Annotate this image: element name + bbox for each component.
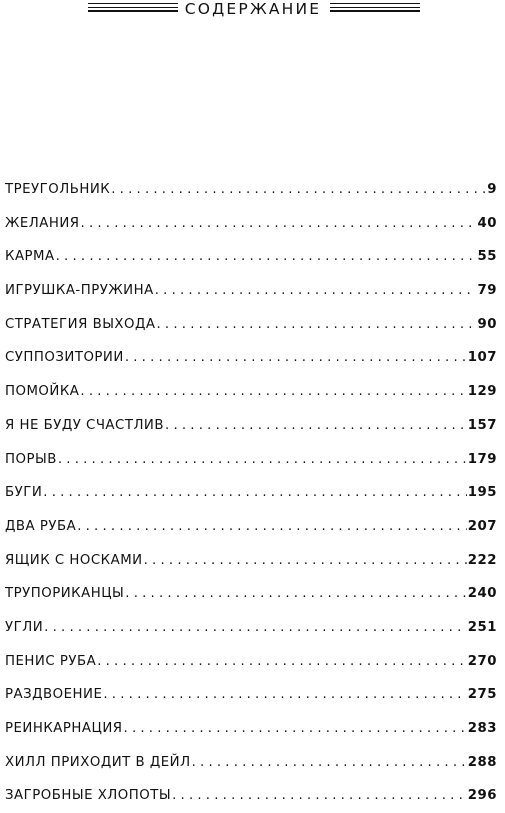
toc-entry-page-number: 9 — [487, 182, 497, 197]
dot-leader — [144, 544, 467, 578]
toc-entry[interactable] — [5, 645, 497, 679]
toc-entry-title: РАЗДВОЕНИЕ — [5, 687, 103, 703]
dot-leader — [80, 375, 466, 409]
toc-entry-title: Я НЕ БУДУ СЧАСТЛИВ — [5, 417, 165, 433]
toc-entry-page-number: 79 — [477, 283, 497, 299]
toc-entry-page-number: 107 — [467, 350, 497, 366]
toc-entry-page-number: 283 — [467, 721, 497, 736]
toc-entry[interactable] — [5, 409, 497, 443]
dot-leader — [125, 341, 467, 375]
toc-entry-title: ТРУПОРИКАНЦЫ — [5, 586, 125, 602]
toc-entry-page-number: 129 — [467, 384, 497, 400]
toc-entry[interactable] — [5, 173, 497, 207]
dot-leader — [58, 443, 467, 477]
toc-entry[interactable] — [5, 308, 497, 342]
toc-entry-title: ПОРЫВ — [5, 451, 57, 467]
dot-leader — [77, 510, 467, 544]
toc-entry[interactable] — [5, 341, 497, 375]
toc-entry-title: БУГИ — [5, 485, 43, 501]
toc-entry-title: ЗАГРОБНЫЕ ХЛОПОТЫ — [5, 788, 172, 804]
toc-entry-page-number: 157 — [467, 417, 497, 433]
toc-entry-page-number: 195 — [467, 485, 497, 501]
toc-entry-page-number: 222 — [467, 552, 497, 568]
page-header — [0, 0, 505, 22]
dot-leader — [81, 207, 477, 241]
toc-entry-title: СУППОЗИТОРИИ — [5, 350, 124, 366]
toc-entry-page-number: 288 — [467, 754, 497, 770]
toc-entry-title: ПЕНИС РУБА — [5, 653, 97, 669]
dot-leader — [192, 746, 467, 780]
toc-entry-title: РЕИНКАРНАЦИЯ — [5, 721, 123, 736]
toc-entry-page-number: 179 — [467, 451, 497, 467]
toc-entry[interactable] — [5, 712, 497, 746]
dot-leader — [156, 308, 476, 342]
toc-entry-title: ЯЩИК С НОСКАМИ — [5, 552, 143, 568]
dot-leader — [172, 779, 467, 813]
dot-leader — [125, 577, 466, 611]
toc-entry[interactable] — [5, 510, 497, 544]
toc-entry-title: УГЛИ — [5, 619, 44, 635]
toc-entry-page-number: 270 — [467, 653, 497, 669]
toc-entry[interactable] — [5, 274, 497, 308]
dot-leader — [56, 240, 477, 274]
page-title: СОДЕРЖАНИЕ — [184, 0, 322, 18]
toc-entry-title: ПОМОЙКА — [5, 384, 80, 400]
toc-entry[interactable] — [5, 443, 497, 477]
toc-entry-page-number: 240 — [467, 586, 497, 602]
toc-entry[interactable] — [5, 544, 497, 578]
toc-entry-title: ЖЕЛАНИЯ — [5, 215, 80, 231]
dot-leader — [43, 476, 466, 510]
toc-entry[interactable] — [5, 577, 497, 611]
toc-entry-page-number: 55 — [477, 249, 497, 265]
dot-leader — [165, 409, 467, 443]
header-rule-left — [88, 3, 178, 14]
toc-entry-page-number: 275 — [467, 687, 497, 703]
table-of-contents — [5, 173, 497, 813]
toc-entry-page-number: 40 — [477, 215, 497, 231]
toc-entry-page-number: 296 — [467, 788, 497, 804]
toc-entry-title: СТРАТЕГИЯ ВЫХОДА — [5, 316, 156, 332]
toc-entry-title: КАРМА — [5, 249, 55, 265]
toc-entry-title: ХИЛЛ ПРИХОДИТ В ДЕЙЛ — [5, 754, 191, 770]
toc-entry-page-number: 251 — [467, 619, 497, 635]
toc-entry[interactable] — [5, 207, 497, 241]
dot-leader — [103, 678, 466, 712]
toc-entry[interactable] — [5, 746, 497, 780]
toc-entry[interactable] — [5, 779, 497, 813]
toc-entry-page-number: 207 — [467, 518, 497, 534]
toc-entry[interactable] — [5, 678, 497, 712]
dot-leader — [124, 712, 467, 746]
header-rule-right — [330, 3, 420, 14]
dot-leader — [44, 611, 467, 645]
toc-entry-title: ДВА РУБА — [5, 518, 77, 534]
toc-entry[interactable] — [5, 476, 497, 510]
dot-leader — [155, 274, 477, 308]
dot-leader — [111, 173, 486, 207]
toc-entry[interactable] — [5, 240, 497, 274]
toc-entry[interactable] — [5, 611, 497, 645]
toc-entry[interactable] — [5, 375, 497, 409]
toc-entry-page-number: 90 — [477, 316, 497, 332]
toc-entry-title: ТРЕУГОЛЬНИК — [5, 182, 111, 197]
dot-leader — [97, 645, 467, 679]
toc-entry-title: ИГРУШКА-ПРУЖИНА — [5, 283, 154, 299]
